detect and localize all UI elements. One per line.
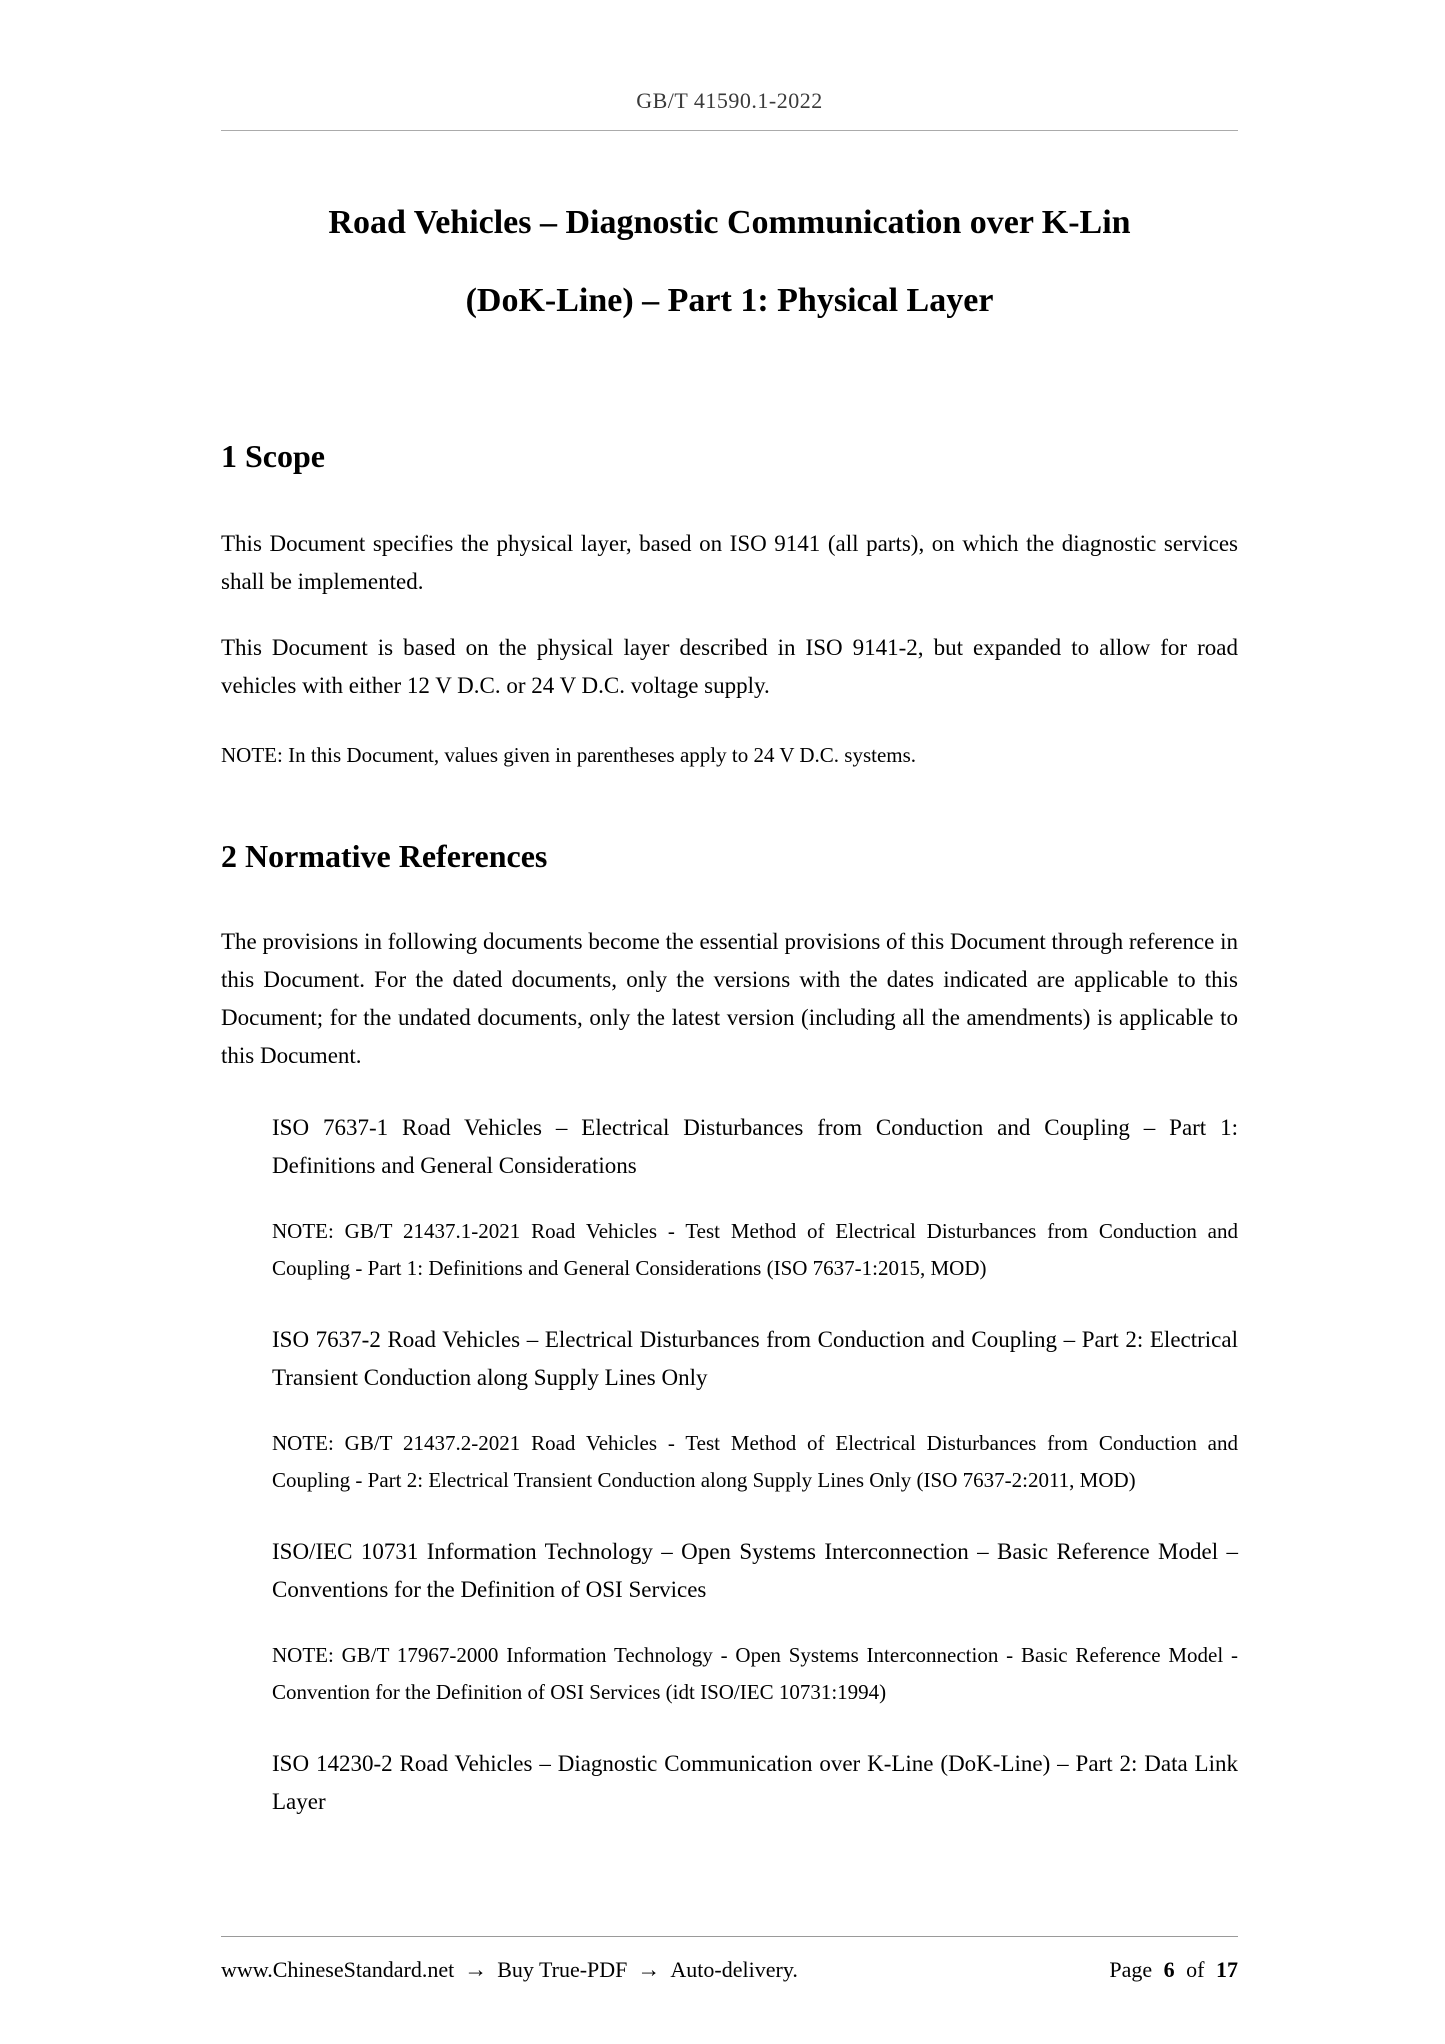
page-footer [221, 1936, 1238, 1983]
reference-item-iso-7637-1: ISO 7637-1 Road Vehicles – Electrical Disturbances from Conduction and Coupling – Part 1: Definitions and General Considerations [272, 1115, 1238, 1178]
reference-note-gbt-17967: NOTE: GB/T 17967-2000 Information Technology - Open Systems Interconnection - Basic Reference Model - Convention for the Definition of OSI Services (idt ISO/IEC 10731:1994) [272, 1643, 1238, 1704]
scope-paragraph-2: This Document is based on the physical layer described in ISO 9141-2, but expanded to allow for road vehicles with either 12 V D.C. or 24 V D.C. voltage supply. [221, 635, 1238, 698]
reference-item-iso-7637-2: ISO 7637-2 Road Vehicles – Electrical Disturbances from Conduction and Coupling – Part 2: Electrical Transient Conduction along Supply Lines Only [272, 1327, 1238, 1390]
section-heading-normative-references: 2 Normative References [221, 838, 548, 874]
footer-delivery-label: Auto-delivery. [670, 1957, 798, 1982]
document-title [221, 201, 1238, 323]
document-title-line-2: (DoK-Line) – Part 1: Physical Layer [465, 282, 994, 319]
reference-item-iso-iec-10731: ISO/IEC 10731 Information Technology – Open Systems Interconnection – Basic Reference Model – Conventions for the Definition of OSI Services [272, 1539, 1238, 1602]
reference-item-iso-14230-2: ISO 14230-2 Road Vehicles – Diagnostic Communication over K-Line (DoK-Line) – Part 2: Data Link Layer [272, 1751, 1238, 1814]
scope-note: NOTE: In this Document, values given in parentheses apply to 24 V D.C. systems. [221, 743, 917, 767]
section-heading-scope: 1 Scope [221, 438, 325, 474]
page-total-number: 17 [1216, 1957, 1238, 1982]
reference-note-gbt-21437-1: NOTE: GB/T 21437.1-2021 Road Vehicles - Test Method of Electrical Disturbances from Conduction and Coupling - Part 1: Definitions and General Considerations (ISO 7637-1:2015, MOD) [272, 1219, 1238, 1280]
page-label: Page [1109, 1957, 1153, 1982]
scope-paragraph-1: This Document specifies the physical layer, based on ISO 9141 (all parts), on which the diagnostic services shall be implemented. [221, 531, 1238, 594]
footer-source-line [221, 1957, 798, 1983]
page-current-number: 6 [1163, 1957, 1175, 1982]
page-of-label: of [1186, 1957, 1205, 1982]
footer-site-link[interactable]: www.ChineseStandard.net [221, 1957, 455, 1982]
header-divider [221, 130, 1238, 131]
arrow-right-icon: → [637, 1957, 661, 1982]
reference-note-gbt-21437-2: NOTE: GB/T 21437.2-2021 Road Vehicles - Test Method of Electrical Disturbances from Conduction and Coupling - Part 2: Electrical Transient Conduction along Supply Lines Only (ISO 7637-2:2011, MOD) [272, 1431, 1238, 1492]
footer-page-indicator [1109, 1957, 1238, 1983]
footer-buy-label: Buy True-PDF [497, 1957, 628, 1982]
arrow-right-icon: → [464, 1957, 488, 1982]
document-title-line-1: Road Vehicles – Diagnostic Communication over K-Lin [328, 204, 1131, 241]
header-doc-number: GB/T 41590.1-2022 [636, 88, 823, 113]
normative-references-intro: The provisions in following documents become the essential provisions of this Document through reference in this Document. For the dated documents, only the versions with the dates indicated are applicable to this Document; for the undated documents, only the latest version (including all the amendments) is applicable to this Document. [221, 929, 1238, 1068]
